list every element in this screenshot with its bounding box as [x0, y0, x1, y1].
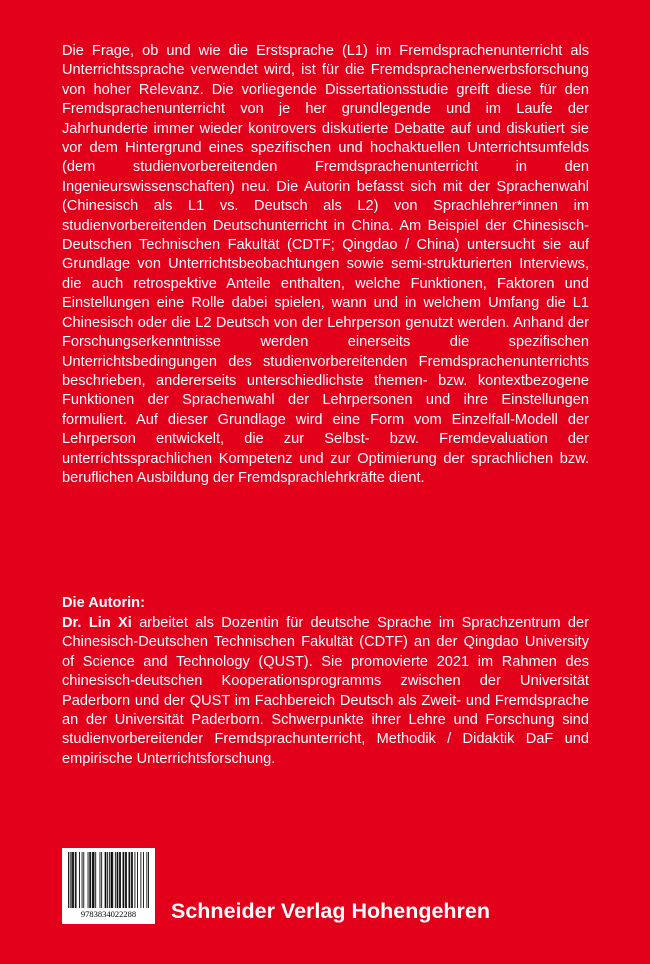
barcode-bar — [135, 852, 136, 908]
author-bio — [62, 614, 589, 769]
barcode-bar — [90, 852, 91, 908]
barcode-bar — [105, 852, 106, 908]
barcode-bar — [75, 852, 76, 908]
barcode-bar — [123, 852, 124, 908]
author-bio-text: arbeitet als Dozentin für deutsche Sprache im Sprachzentrum der Chinesisch-Deutschen Technischen Fakultät (CDTF) an der Qingdao University of Science and Technology (QUST). Sie promovierte 2021 im Rahmen des chinesisch-deutschen Kooperationsprogramms zwischen der Universität Paderborn und der QUST im Fachbereich Deutsch als Zweit- und Fremdsprache an der Universität Paderborn. Schwerpunkte ihrer Lehre und Forschung sind studienvorbereitender Fremdsprachunterricht, Methodik / Didaktik DaF und empirische Unterrichtsforschung. — [62, 615, 589, 767]
barcode-bar — [89, 852, 90, 908]
barcode-bar — [68, 852, 69, 908]
barcode-bar — [126, 852, 127, 908]
abstract-text: Die Frage, ob und wie die Erstsprache (L1) im Fremdsprachenunterricht als Unterrichtssprache verwendet wird, ist für die Fremdsprachenerwerbsforschung von hoher Relevanz. Die vorliegende Dissertationsstudie greift diese für den Fremdsprachenunterricht von je her grundlegende und im Laufe der Jahrhunderte immer wieder kontrovers diskutierte Debatte auf und diskutiert sie vor dem Hintergrund eines spezifischen und hochaktuellen Unterrichtsumfelds (dem studienvorbereitenden Fremdsprachenunterricht in den Ingenieurswissenschaften) neu. Die Autorin befasst sich mit der Sprachenwahl (Chinesisch als L1 vs. Deutsch als L2) von Sprachlehrer*innen im studienvorbereitenden Deutschunterricht in China. Am Beispiel der Chinesisch-Deutschen Technischen Fakultät (CDTF; Qingdao / China) untersucht sie auf Grundlage von Unterrichtsbeobachtungen sowie semi-strukturierten Interviews, die auch retrospektive Anteile enthalten, welche Funktionen, Faktoren und Einstellungen eine Rolle dabei spielen, wann und in welchem Umfang die L1 Chinesisch oder die L2 Deutsch von der Lehrperson genutzt werden. Anhand der Forschungserkenntnisse werden einerseits die spezifischen Unterrichtsbedingungen des studienvorbereitenden Fremdsprachenunterrichts beschrieben, andererseits unterschiedlichste themen- bzw. kontextbezogene Funktionen der Sprachenwahl der Lehrpersonen und ihre Einstellungen formuliert. Auf dieser Grundlage wird eine Form vom Einzelfall-Modell der Lehrperson entwickelt, die zur Selbst- bzw. Fremdevaluation der unterrichtssprachlichen Kompetenz und zur Optimierung der sprachlichen bzw. beruflichen Ausbildung der Fremdsprachlehrkräfte dient. — [62, 43, 589, 486]
barcode-bar — [73, 852, 74, 908]
barcode-bar — [101, 852, 102, 908]
barcode-bar — [148, 852, 149, 908]
barcode-bar — [140, 852, 141, 908]
barcode-bar — [93, 852, 94, 908]
barcode-bar — [131, 852, 132, 908]
barcode-bar — [95, 852, 96, 908]
barcode-bar — [112, 852, 113, 908]
barcode-bar — [111, 852, 112, 908]
barcode-bar — [115, 852, 116, 908]
barcode-bar — [70, 852, 71, 908]
barcode-bar — [82, 852, 83, 908]
author-name: Dr. Lin Xi — [62, 615, 132, 631]
isbn-number: 9783834022288 — [80, 909, 137, 919]
barcode-bar — [117, 852, 118, 908]
barcode-bar — [146, 852, 147, 908]
barcode-bar — [100, 852, 101, 908]
publisher-name: Schneider Verlag Hohengehren — [171, 899, 491, 923]
barcode-bar — [143, 852, 144, 908]
barcode-bar — [119, 852, 120, 908]
barcode-bar — [129, 852, 130, 908]
barcode-bar — [111, 852, 112, 908]
barcode-bar — [88, 852, 89, 908]
barcode-bar — [76, 852, 77, 908]
barcode-bar — [107, 852, 108, 908]
barcode-bar — [120, 852, 121, 908]
barcode-bar — [109, 852, 110, 908]
barcode-bar — [79, 852, 80, 908]
barcode-bars — [68, 852, 149, 908]
barcode-bar — [123, 852, 124, 908]
barcode-bar — [129, 852, 130, 908]
barcode-bar — [125, 852, 126, 908]
barcode-bar — [83, 852, 84, 908]
barcode-bar — [137, 852, 138, 908]
barcode-bar — [94, 852, 95, 908]
barcode-bar — [117, 852, 118, 908]
barcode-bar — [92, 852, 93, 908]
barcode-bar — [132, 852, 133, 908]
barcode-bar — [106, 852, 107, 908]
isbn-barcode — [62, 848, 155, 924]
barcode-bar — [71, 852, 72, 908]
author-heading: Die Autorin: — [62, 595, 145, 611]
barcode-bar — [72, 852, 73, 908]
